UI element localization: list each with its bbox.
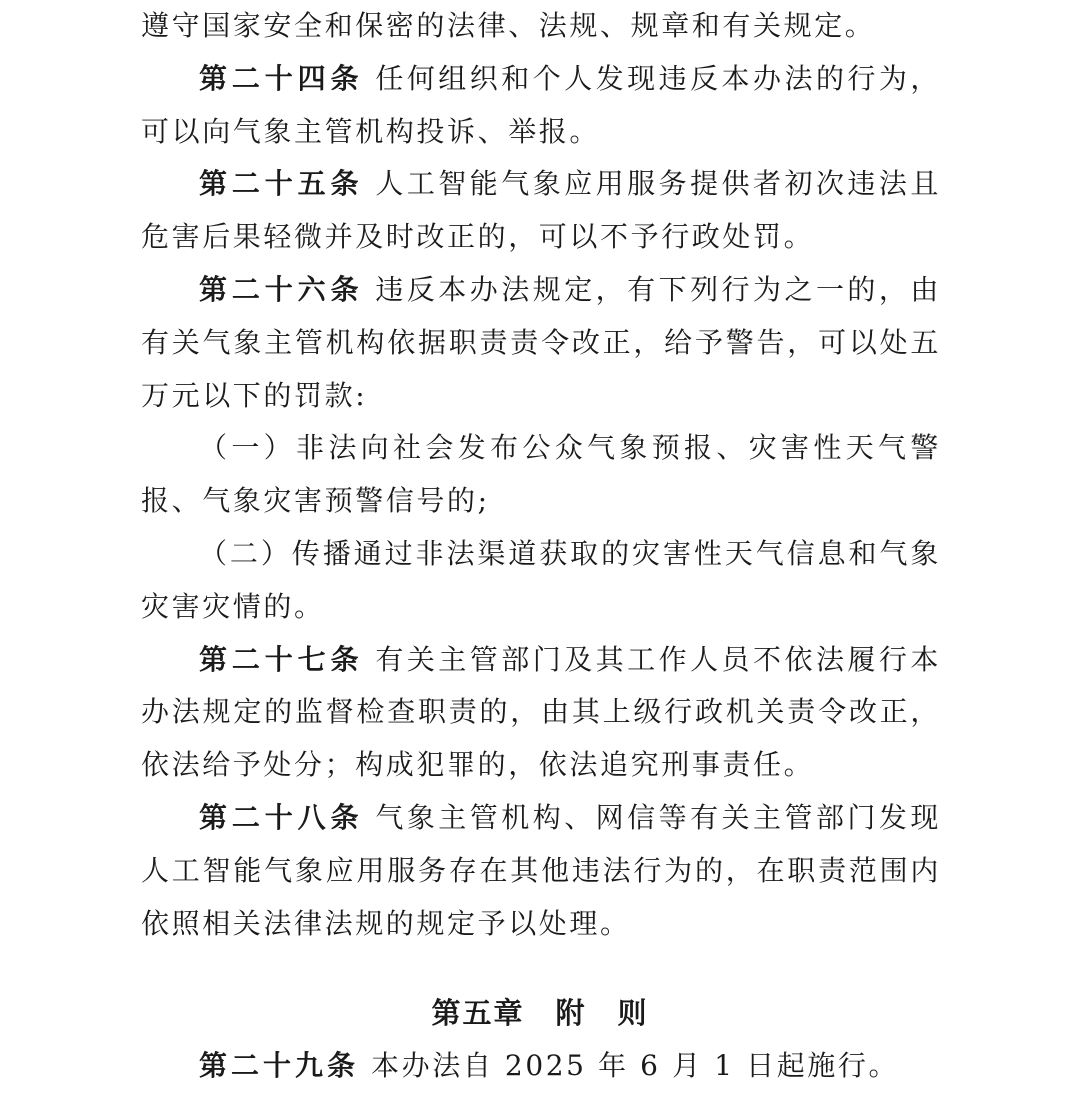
article-text: 人工智能气象应用服务提供者初次违法且危害后果轻微并及时改正的，可以不予行政处罚。: [141, 167, 941, 254]
article-26-item-1: （一）非法向社会发布公众气象预报、灾害性天气警报、气象灾害预警信号的;: [141, 431, 941, 518]
article-number: 第二十九条: [199, 1049, 360, 1082]
article-number: 第二十七条: [199, 642, 364, 676]
article-27: [141, 634, 941, 792]
article-26: [141, 264, 941, 422]
article-number: 第二十六条: [199, 272, 364, 306]
article-text: 任何组织和个人发现违反本办法的行为，可以向气象主管机构投诉、举报。: [141, 61, 941, 148]
article-29: [141, 1040, 941, 1092]
article-text: 有关主管部门及其工作人员不依法履行本办法规定的监督检查职责的，由其上级行政机关责令改正，依法给予处分；构成犯罪的，依法追究刑事责任。: [141, 642, 941, 782]
chapter-title: 第五章 附 则: [431, 996, 649, 1030]
article-number: 第二十八条: [199, 800, 364, 834]
lead-paragraph: 遵守国家安全和保密的法律、法规、规章和有关规定。: [141, 9, 876, 42]
article-text: 本办法自 2025 年 6 月 1 日起施行。: [371, 1049, 900, 1082]
article-24: [141, 53, 941, 159]
article-number: 第二十五条: [199, 167, 364, 201]
article-text: 气象主管机构、网信等有关主管部门发现人工智能气象应用服务存在其他违法行为的，在职责范围内依照相关法律法规的规定予以处理。: [141, 800, 941, 940]
article-25: [141, 158, 941, 264]
article-text: 违反本办法规定，有下列行为之一的，由有关气象主管机构依据职责责令改正，给予警告，可以处五万元以下的罚款:: [141, 272, 941, 412]
article-28: [141, 792, 941, 950]
document-body: [141, 0, 941, 950]
article-26-item-2: （二）传播通过非法渠道获取的灾害性天气信息和气象灾害灾情的。: [141, 536, 941, 623]
article-number: 第二十四条: [199, 61, 364, 95]
